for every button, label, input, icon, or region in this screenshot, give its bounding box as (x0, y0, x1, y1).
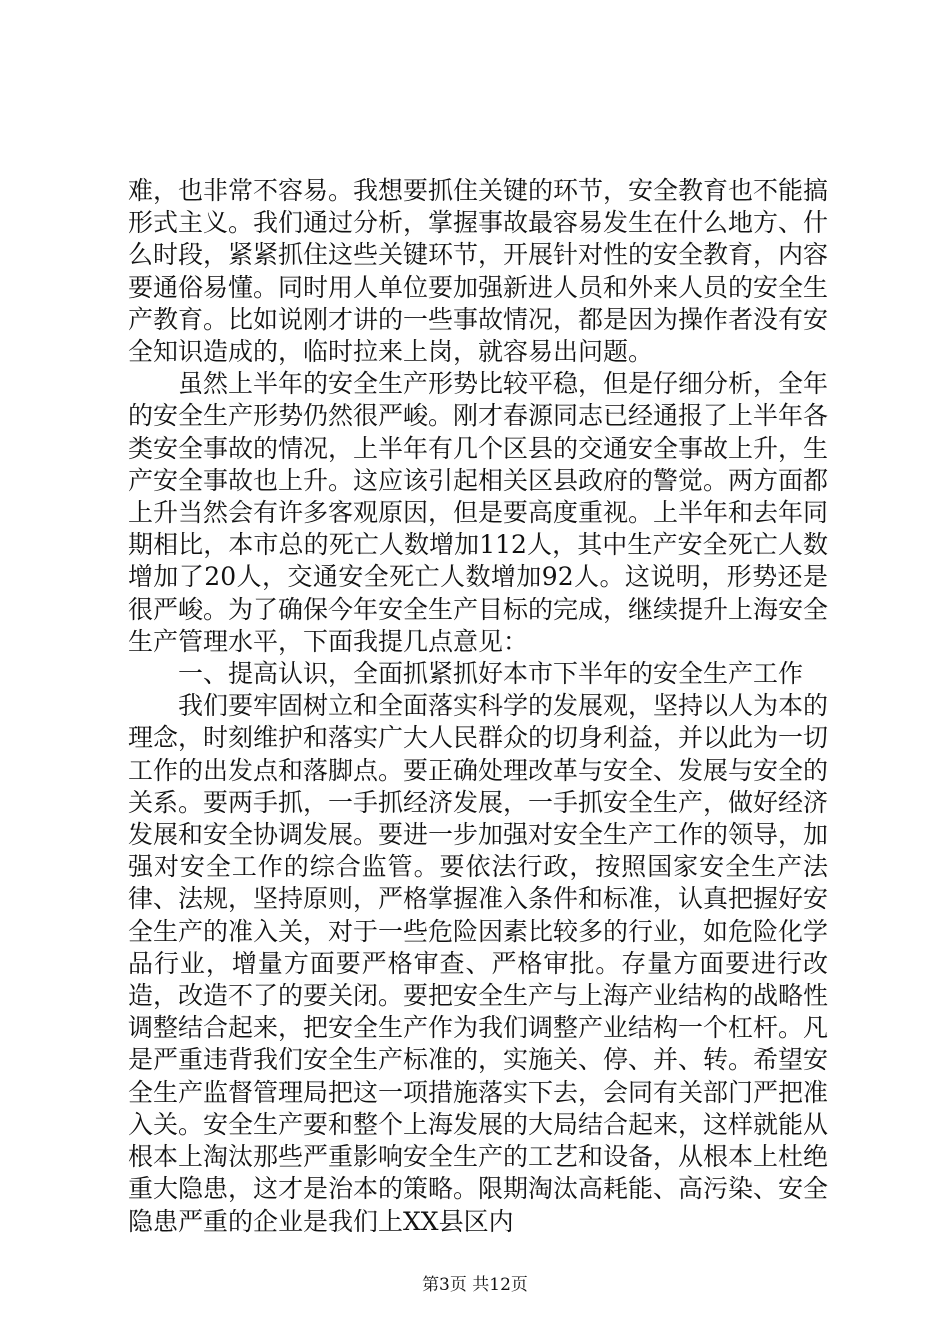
section-heading: 一、提高认识，全面抓紧抓好本市下半年的安全生产工作 (178, 659, 804, 689)
document-body (128, 175, 828, 1238)
paragraph-situation: 虽然上半年的安全生产形势比较平稳，但是仔细分析，全年的安全生产形势仍然很严峻。刚才春源同志已经通报了上半年各类安全事故的情况，上半年有几个区县的交通安全事故上升，生产安全事故也上升。这应该引起相关区县政府的警觉。两方面都上升当然会有许多客观原因，但是要高度重视。上半年和去年同期相比，本市总的死亡人数增加112人，其中生产安全死亡人数增加了20人，交通安全死亡人数增加92人。这说明，形势还是很严峻。为了确保今年安全生产目标的完成，继续提升上海安全生产管理水平，下面我提几点意见： (128, 369, 829, 656)
paragraph-continuation: 难，也非常不容易。我想要抓住关键的环节，安全教育也不能搞形式主义。我们通过分析，掌握事故最容易发生在什么地方、什么时段，紧紧抓住这些关键环节，开展针对性的安全教育，内容要通俗易懂。同时用人单位要加强新进人员和外来人员的安全生产教育。比如说刚才讲的一些事故情况，都是因为操作者没有安全知识造成的，临时拉来上岗，就容易出问题。 (128, 176, 829, 367)
paragraph-development: 我们要牢固树立和全面落实科学的发展观，坚持以人为本的理念，时刻维护和落实广大人民群众的切身利益，并以此为一切工作的出发点和落脚点。要正确处理改革与安全、发展与安全的关系。要两手抓，一手抓经济发展，一手抓安全生产，做好经济发展和安全协调发展。要进一步加强对安全生产工作的领导，加强对安全工作的综合监管。要依法行政，按照国家安全生产法律、法规，坚持原则，严格掌握准入条件和标准，认真把握好安全生产的准入关，对于一些危险因素比较多的行业，如危险化学品行业，增量方面要严格审查、严格审批。存量方面要进行改造，改造不了的要关闭。要把安全生产与上海产业结构的战略性调整结合起来，把安全生产作为我们调整产业结构一个杠杆。凡是严重违背我们安全生产标准的，实施关、停、并、转。希望安全生产监督管理局把这一项措施落实下去，会同有关部门严把准入关。安全生产要和整个上海发展的大局结合起来，这样就能从根本上淘汰那些严重影响安全生产的工艺和设备，从根本上杜绝重大隐患，这才是治本的策略。限期淘汰高耗能、高污染、安全隐患严重的企业是我们上XX县区内 (128, 691, 829, 1236)
page-number-footer: 第3页 共12页 (422, 1275, 528, 1295)
